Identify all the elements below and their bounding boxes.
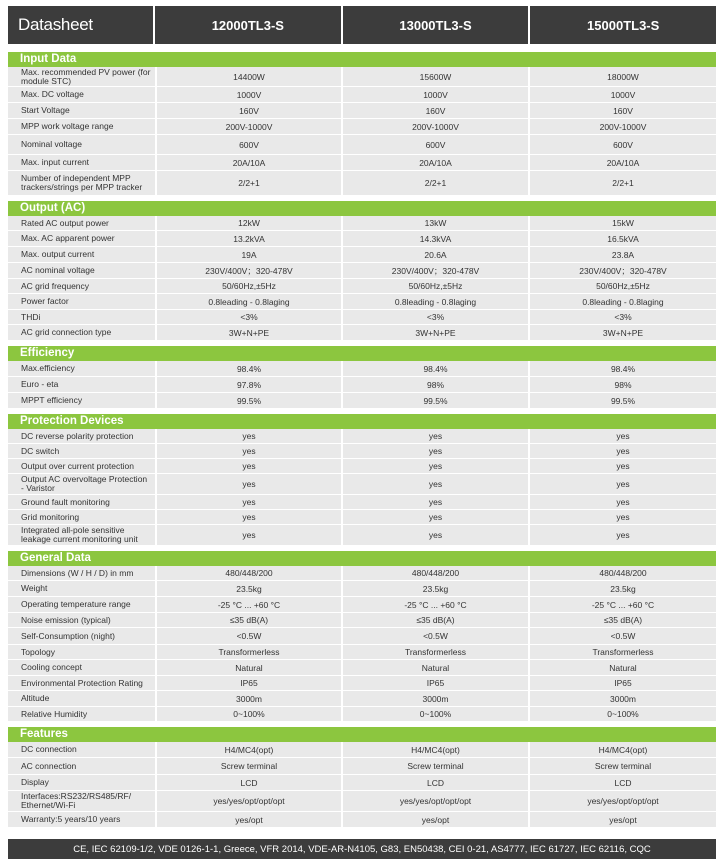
spec-value-model-2: 2/2+1 — [341, 171, 528, 195]
spec-value-model-1: 3W+N+PE — [155, 325, 341, 340]
spec-value-model-2: 0~100% — [341, 707, 528, 721]
spec-value-model-1: 97.8% — [155, 377, 341, 392]
spec-value-model-3: 15kW — [528, 216, 716, 230]
table-row — [8, 566, 716, 580]
spec-value-model-2: 50/60Hz,±5Hz — [341, 279, 528, 293]
table-row — [8, 494, 716, 509]
spec-value-model-3: 20A/10A — [528, 155, 716, 170]
spec-value-model-1: 1000V — [155, 87, 341, 102]
spec-label: DC switch — [21, 445, 60, 456]
spec-value-model-2: 98% — [341, 377, 528, 392]
section-efficiency — [8, 346, 716, 408]
spec-value-model-1: yes/yes/opt/opt/opt — [155, 791, 341, 811]
table-row — [8, 706, 716, 721]
spec-value-model-3: yes — [528, 459, 716, 473]
spec-label: MPPT efficiency — [21, 395, 83, 405]
spec-value-model-3: 18000W — [528, 67, 716, 86]
section-features — [8, 727, 716, 827]
spec-value-model-1: yes — [155, 459, 341, 473]
spec-value-model-1: <3% — [155, 310, 341, 324]
spec-value-model-3: 23.5kg — [528, 581, 716, 596]
spec-value-model-1: 99.5% — [155, 393, 341, 408]
spec-label: Output over current protection — [21, 460, 134, 471]
spec-value-model-3: 160V — [528, 103, 716, 118]
section-rows — [8, 216, 716, 340]
spec-value-model-1: 13.2kVA — [155, 231, 341, 246]
spec-value-model-2: 13kW — [341, 216, 528, 230]
spec-value-model-2: ≤35 dB(A) — [341, 613, 528, 627]
table-row — [8, 246, 716, 262]
spec-value-model-2: IP65 — [341, 676, 528, 690]
table-row — [8, 675, 716, 690]
spec-value-model-1: yes — [155, 495, 341, 509]
table-row — [8, 790, 716, 811]
section-rows — [8, 67, 716, 195]
spec-value-model-3: Transformerless — [528, 645, 716, 659]
spec-label: THDi — [21, 311, 41, 322]
spec-label: Number of independent MPP trackers/strings per MPP tracker — [21, 173, 143, 192]
table-row — [8, 262, 716, 278]
table-row — [8, 293, 716, 309]
spec-value-model-2: 1000V — [341, 87, 528, 102]
section-output-ac — [8, 201, 716, 340]
spec-value-model-3: 0.8leading - 0.8laging — [528, 294, 716, 309]
model-header-2: 13000TL3-S — [343, 6, 529, 44]
spec-label: Ground fault monitoring — [21, 496, 110, 507]
spec-value-model-2: yes — [341, 444, 528, 458]
spec-value-model-3: yes — [528, 429, 716, 443]
spec-value-model-3: 16.5kVA — [528, 231, 716, 246]
spec-value-model-2: 230V/400V；320-478V — [341, 263, 528, 278]
spec-value-model-1: <0.5W — [155, 628, 341, 644]
spec-label: Operating temperature range — [21, 599, 131, 609]
table-row — [8, 278, 716, 293]
spec-value-model-1: 50/60Hz,±5Hz — [155, 279, 341, 293]
spec-value-model-1: 230V/400V；320-478V — [155, 263, 341, 278]
spec-value-model-2: 20A/10A — [341, 155, 528, 170]
spec-value-model-2: yes/opt — [341, 812, 528, 827]
spec-value-model-1: yes — [155, 510, 341, 524]
spec-value-model-3: 1000V — [528, 87, 716, 102]
section-rows — [8, 429, 716, 545]
spec-value-model-2: 23.5kg — [341, 581, 528, 596]
spec-value-model-2: 15600W — [341, 67, 528, 86]
spec-value-model-1: yes — [155, 444, 341, 458]
spec-label: AC grid frequency — [21, 280, 90, 291]
spec-value-model-3: Natural — [528, 660, 716, 675]
table-row — [8, 458, 716, 473]
section-title: Features — [8, 727, 716, 742]
table-row — [8, 376, 716, 392]
spec-value-model-3: yes/yes/opt/opt/opt — [528, 791, 716, 811]
spec-label: AC nominal voltage — [21, 265, 95, 275]
spec-value-model-1: 480/448/200 — [155, 566, 341, 580]
spec-value-model-3: 3000m — [528, 691, 716, 706]
spec-label: Start Voltage — [21, 105, 70, 115]
table-row — [8, 659, 716, 675]
spec-value-model-3: LCD — [528, 775, 716, 790]
model-header-1: 12000TL3-S — [155, 6, 341, 44]
spec-label: Max. DC voltage — [21, 89, 84, 99]
spec-label: Max. input current — [21, 157, 90, 167]
table-row — [8, 67, 716, 86]
spec-label: Max.efficiency — [21, 363, 75, 373]
spec-value-model-1: 12kW — [155, 216, 341, 230]
spec-value-model-1: LCD — [155, 775, 341, 790]
spec-value-model-3: IP65 — [528, 676, 716, 690]
section-general-data — [8, 551, 716, 721]
spec-value-model-2: Screw terminal — [341, 758, 528, 774]
spec-label: Integrated all-pole sensitive leakage current monitoring unit — [21, 525, 138, 544]
table-row — [8, 811, 716, 827]
table-row — [8, 627, 716, 644]
spec-value-model-2: <0.5W — [341, 628, 528, 644]
table-row — [8, 118, 716, 134]
table-row — [8, 170, 716, 195]
spec-label: Self-Consumption (night) — [21, 630, 116, 641]
spec-label: Weight — [21, 583, 48, 593]
spec-value-model-2: 0.8leading - 0.8laging — [341, 294, 528, 309]
spec-label: Noise emission (typical) — [21, 614, 111, 625]
spec-value-model-1: 3000m — [155, 691, 341, 706]
spec-value-model-3: 50/60Hz,±5Hz — [528, 279, 716, 293]
spec-value-model-1: 23.5kg — [155, 581, 341, 596]
spec-value-model-3: 98.4% — [528, 361, 716, 376]
spec-value-model-1: 200V-1000V — [155, 119, 341, 134]
table-row — [8, 596, 716, 612]
spec-value-model-1: 19A — [155, 247, 341, 262]
spec-value-model-3: 480/448/200 — [528, 566, 716, 580]
spec-value-model-1: Screw terminal — [155, 758, 341, 774]
spec-value-model-3: 230V/400V；320-478V — [528, 263, 716, 278]
spec-value-model-2: yes — [341, 459, 528, 473]
spec-value-model-3: yes — [528, 525, 716, 545]
spec-value-model-2: 200V-1000V — [341, 119, 528, 134]
spec-value-model-1: IP65 — [155, 676, 341, 690]
spec-label: AC connection — [21, 760, 77, 771]
spec-value-model-1: 600V — [155, 135, 341, 154]
spec-value-model-3: yes — [528, 510, 716, 524]
spec-label: AC grid connection type — [21, 327, 112, 337]
section-rows — [8, 566, 716, 721]
spec-value-model-3: <0.5W — [528, 628, 716, 644]
table-row — [8, 361, 716, 376]
section-title: Protection Devices — [8, 414, 716, 429]
spec-label: Rated AC output power — [21, 217, 109, 228]
spec-value-model-2: 3000m — [341, 691, 528, 706]
spec-label: MPP work voltage range — [21, 121, 114, 131]
table-row — [8, 580, 716, 596]
table-row — [8, 102, 716, 118]
spec-value-model-1: Natural — [155, 660, 341, 675]
spec-value-model-3: H4/MC4(opt) — [528, 742, 716, 757]
spec-value-model-1: yes — [155, 525, 341, 545]
datasheet-title: Datasheet — [8, 6, 153, 44]
spec-label: Dimensions (W / H / D) in mm — [21, 567, 134, 578]
spec-value-model-2: yes — [341, 429, 528, 443]
spec-value-model-2: H4/MC4(opt) — [341, 742, 528, 757]
spec-value-model-2: 20.6A — [341, 247, 528, 262]
table-row — [8, 742, 716, 757]
spec-value-model-1: 2/2+1 — [155, 171, 341, 195]
spec-value-model-3: yes/opt — [528, 812, 716, 827]
spec-value-model-2: Natural — [341, 660, 528, 675]
spec-value-model-2: yes — [341, 495, 528, 509]
table-row — [8, 230, 716, 246]
model-header-3: 15000TL3-S — [530, 6, 716, 44]
spec-label: DC connection — [21, 744, 77, 754]
spec-label: Grid monitoring — [21, 511, 80, 522]
spec-value-model-1: 160V — [155, 103, 341, 118]
spec-value-model-1: yes — [155, 429, 341, 443]
spec-label: Environmental Protection Rating — [21, 677, 143, 688]
spec-label: Power factor — [21, 296, 69, 306]
spec-value-model-3: ≤35 dB(A) — [528, 613, 716, 627]
section-rows — [8, 742, 716, 827]
section-title: Output (AC) — [8, 201, 716, 216]
spec-value-model-3: 2/2+1 — [528, 171, 716, 195]
spec-value-model-2: LCD — [341, 775, 528, 790]
table-row — [8, 324, 716, 340]
table-row — [8, 509, 716, 524]
spec-label: Relative Humidity — [21, 708, 88, 719]
spec-value-model-3: 600V — [528, 135, 716, 154]
spec-sections — [8, 52, 716, 827]
section-protection-devices — [8, 414, 716, 545]
spec-value-model-1: 0.8leading - 0.8laging — [155, 294, 341, 309]
header-bar — [8, 6, 716, 44]
datasheet — [8, 6, 716, 827]
spec-value-model-2: -25 °C ... +60 °C — [341, 597, 528, 612]
spec-value-model-2: Transformerless — [341, 645, 528, 659]
spec-value-model-3: 98% — [528, 377, 716, 392]
spec-value-model-2: 3W+N+PE — [341, 325, 528, 340]
spec-value-model-1: yes — [155, 474, 341, 494]
spec-label: Euro - eta — [21, 379, 59, 389]
spec-value-model-1: 14400W — [155, 67, 341, 86]
spec-value-model-2: 600V — [341, 135, 528, 154]
spec-value-model-1: -25 °C ... +60 °C — [155, 597, 341, 612]
spec-label: Display — [21, 777, 49, 787]
spec-value-model-1: 20A/10A — [155, 155, 341, 170]
table-row — [8, 524, 716, 545]
table-row — [8, 473, 716, 494]
spec-value-model-3: 3W+N+PE — [528, 325, 716, 340]
spec-label: Nominal voltage — [21, 139, 82, 149]
section-title: Efficiency — [8, 346, 716, 361]
spec-label: Max. output current — [21, 249, 95, 259]
spec-label: Warranty:5 years/10 years — [21, 814, 121, 824]
table-row — [8, 429, 716, 443]
spec-label: Max. recommended PV power (for module STC) — [21, 66, 151, 86]
spec-value-model-1: ≤35 dB(A) — [155, 613, 341, 627]
spec-value-model-3: yes — [528, 495, 716, 509]
spec-value-model-3: 0~100% — [528, 707, 716, 721]
section-input-data — [8, 52, 716, 195]
table-row — [8, 644, 716, 659]
table-row — [8, 86, 716, 102]
spec-value-model-2: yes — [341, 474, 528, 494]
spec-label: Cooling concept — [21, 662, 82, 672]
table-row — [8, 309, 716, 324]
spec-label: Altitude — [21, 693, 50, 703]
table-row — [8, 612, 716, 627]
spec-value-model-2: 98.4% — [341, 361, 528, 376]
spec-value-model-2: yes — [341, 510, 528, 524]
table-row — [8, 690, 716, 706]
spec-value-model-2: yes — [341, 525, 528, 545]
spec-label: Interfaces:RS232/RS485/RF/ Ethernet/Wi-Fi — [21, 791, 132, 810]
spec-value-model-2: 99.5% — [341, 393, 528, 408]
spec-label: DC reverse polarity protection — [21, 430, 134, 441]
spec-value-model-3: -25 °C ... +60 °C — [528, 597, 716, 612]
spec-label: Topology — [21, 646, 56, 657]
table-row — [8, 134, 716, 154]
spec-value-model-1: H4/MC4(opt) — [155, 742, 341, 757]
spec-value-model-2: yes/yes/opt/opt/opt — [341, 791, 528, 811]
table-row — [8, 774, 716, 790]
section-rows — [8, 361, 716, 408]
spec-label: Output AC overvoltage Protection - Varistor — [21, 474, 148, 493]
spec-value-model-1: yes/opt — [155, 812, 341, 827]
spec-value-model-1: 0~100% — [155, 707, 341, 721]
certifications-footer: CE, IEC 62109-1/2, VDE 0126-1-1, Greece, VFR 2014, VDE-AR-N4105, G83, EN50438, CEI 0-21, AS4777, IEC 61727, IEC 62116, CQC — [8, 839, 716, 859]
table-row — [8, 154, 716, 170]
spec-value-model-1: Transformerless — [155, 645, 341, 659]
spec-value-model-2: 160V — [341, 103, 528, 118]
section-title: Input Data — [8, 52, 716, 67]
spec-value-model-2: <3% — [341, 310, 528, 324]
spec-value-model-3: 99.5% — [528, 393, 716, 408]
spec-value-model-3: 23.8A — [528, 247, 716, 262]
section-title: General Data — [8, 551, 716, 566]
table-row — [8, 443, 716, 458]
spec-value-model-1: 98.4% — [155, 361, 341, 376]
spec-value-model-3: yes — [528, 474, 716, 494]
spec-value-model-3: 200V-1000V — [528, 119, 716, 134]
table-row — [8, 757, 716, 774]
spec-label: Max. AC apparent power — [21, 233, 115, 243]
spec-value-model-2: 480/448/200 — [341, 566, 528, 580]
spec-value-model-2: 14.3kVA — [341, 231, 528, 246]
spec-value-model-3: Screw terminal — [528, 758, 716, 774]
spec-value-model-3: yes — [528, 444, 716, 458]
table-row — [8, 216, 716, 230]
spec-value-model-3: <3% — [528, 310, 716, 324]
table-row — [8, 392, 716, 408]
